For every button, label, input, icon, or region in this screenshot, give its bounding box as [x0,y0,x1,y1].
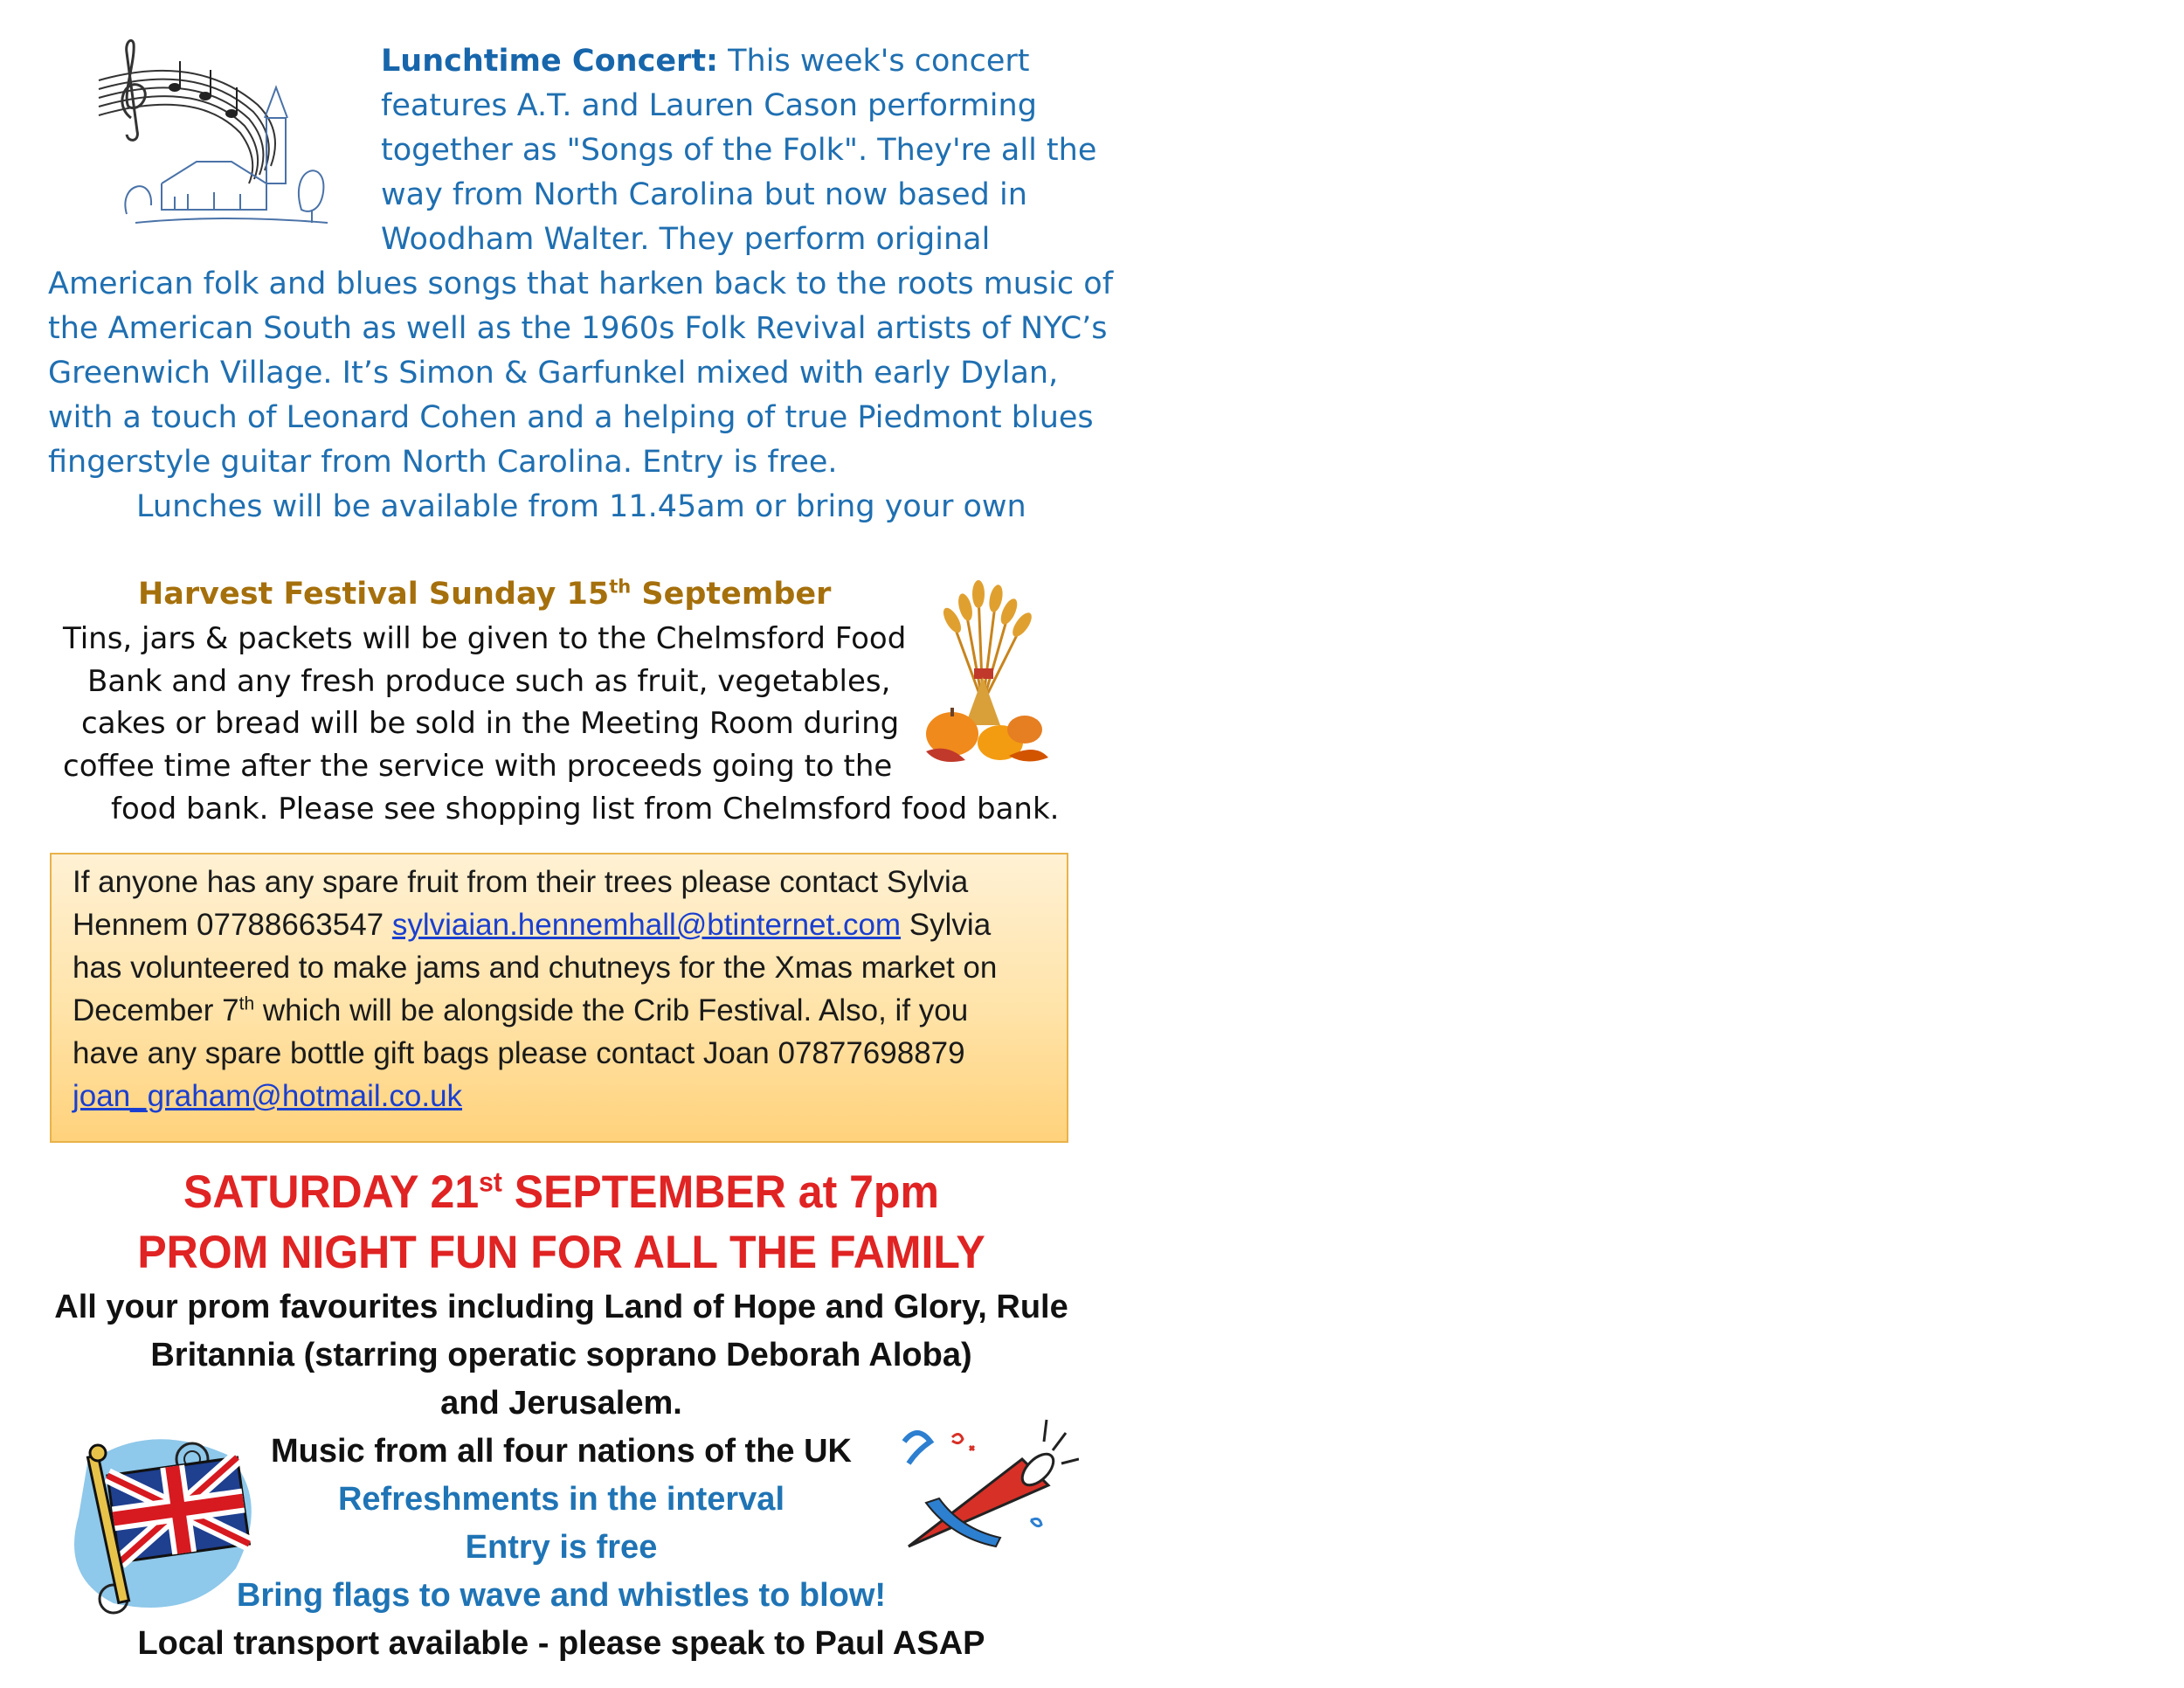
concert-line-7: the American South as well as the 1960s Folk Revival artists of NYC’s [48,311,1108,346]
concert-line-2: features A.T. and Lauren Cason performing [381,88,1037,123]
harvest-line-1: Tins, jars & packets will be given to the Chelmsford Food [63,621,907,656]
notice-line-2: Hennem 07788663547 sylviaian.hennemhall@btinternet.com Sylvia [73,908,992,942]
harvest-line-3: cakes or bread will be sold in the Meeting Room during [81,706,900,741]
concert-line-11: Lunches will be available from 11.45am or bring your own [136,489,1026,524]
prom-line-2: Britannia (starring operatic soprano Deborah Aloba) [150,1337,972,1373]
notice-box [50,853,1068,1143]
harvest-line-4: coffee time after the service with proceeds going to the [63,749,893,784]
harvest-title: Harvest Festival Sunday 15th September [138,576,832,612]
notice-line-3: has volunteered to make jams and chutneys for the Xmas market on [73,951,998,985]
music-church-icon [92,35,354,236]
notice-line-1: If anyone has any spare fruit from their trees please contact Sylvia [73,865,969,899]
prom-line-5: Refreshments in the interval [337,1481,785,1518]
concert-text: This week's concert [718,44,1030,79]
concert-line-5: Woodham Walter. They perform original [381,222,991,257]
union-flag-icon [61,1429,262,1629]
prom-line-1: All your prom favourites including Land of Hope and Glory, Rule [54,1289,1068,1325]
harvest-line-2: Bank and any fresh produce such as fruit, vegetables, [87,664,891,699]
concert-heading: Lunchtime Concert: [381,44,719,79]
prom-headline: PROM NIGHT FUN FOR ALL THE FAMILY [137,1226,985,1278]
concert-line-1 [381,39,1030,84]
concert-line-8: Greenwich Village. It’s Simon & Garfunkel mixed with early Dylan, [48,356,1059,391]
prom-line-8: Local transport available - please speak to Paul ASAP [137,1625,985,1662]
prom-line-4: Music from all four nations of the UK [270,1433,853,1470]
email-link-joan[interactable]: joan_graham@hotmail.co.uk [73,1079,463,1113]
notice-line-5: have any spare bottle gift bags please contact Joan 07877698879 [73,1036,965,1070]
prom-line-6: Entry is free [465,1529,658,1566]
prom-date: SATURDAY 21st SEPTEMBER at 7pm [183,1166,939,1218]
concert-line-10: fingerstyle guitar from North Carolina. Entry is free. [48,445,838,480]
wheat-pumpkin-icon [913,572,1053,769]
concert-line-3: together as "Songs of the Folk". They're all the [381,133,1097,168]
concert-line-9: with a touch of Leonard Cohen and a helping of true Piedmont blues [48,400,1094,435]
email-link-sylvia[interactable]: sylviaian.hennemhall@btinternet.com [391,908,902,942]
harvest-line-5: food bank. Please see shopping list from Chelmsford food bank. [111,792,1060,827]
prom-line-3: and Jerusalem. [440,1385,682,1422]
concert-line-6: American folk and blues songs that harken back to the roots music of [48,266,1114,301]
notice-line-6 [73,1079,462,1114]
notice-line-4: December 7th which will be alongside the Crib Festival. Also, if you [73,993,969,1027]
prom-line-7: Bring flags to wave and whistles to blow! [236,1577,887,1614]
party-horn-icon [891,1415,1079,1564]
concert-line-4: way from North Carolina but now based in [381,177,1027,212]
